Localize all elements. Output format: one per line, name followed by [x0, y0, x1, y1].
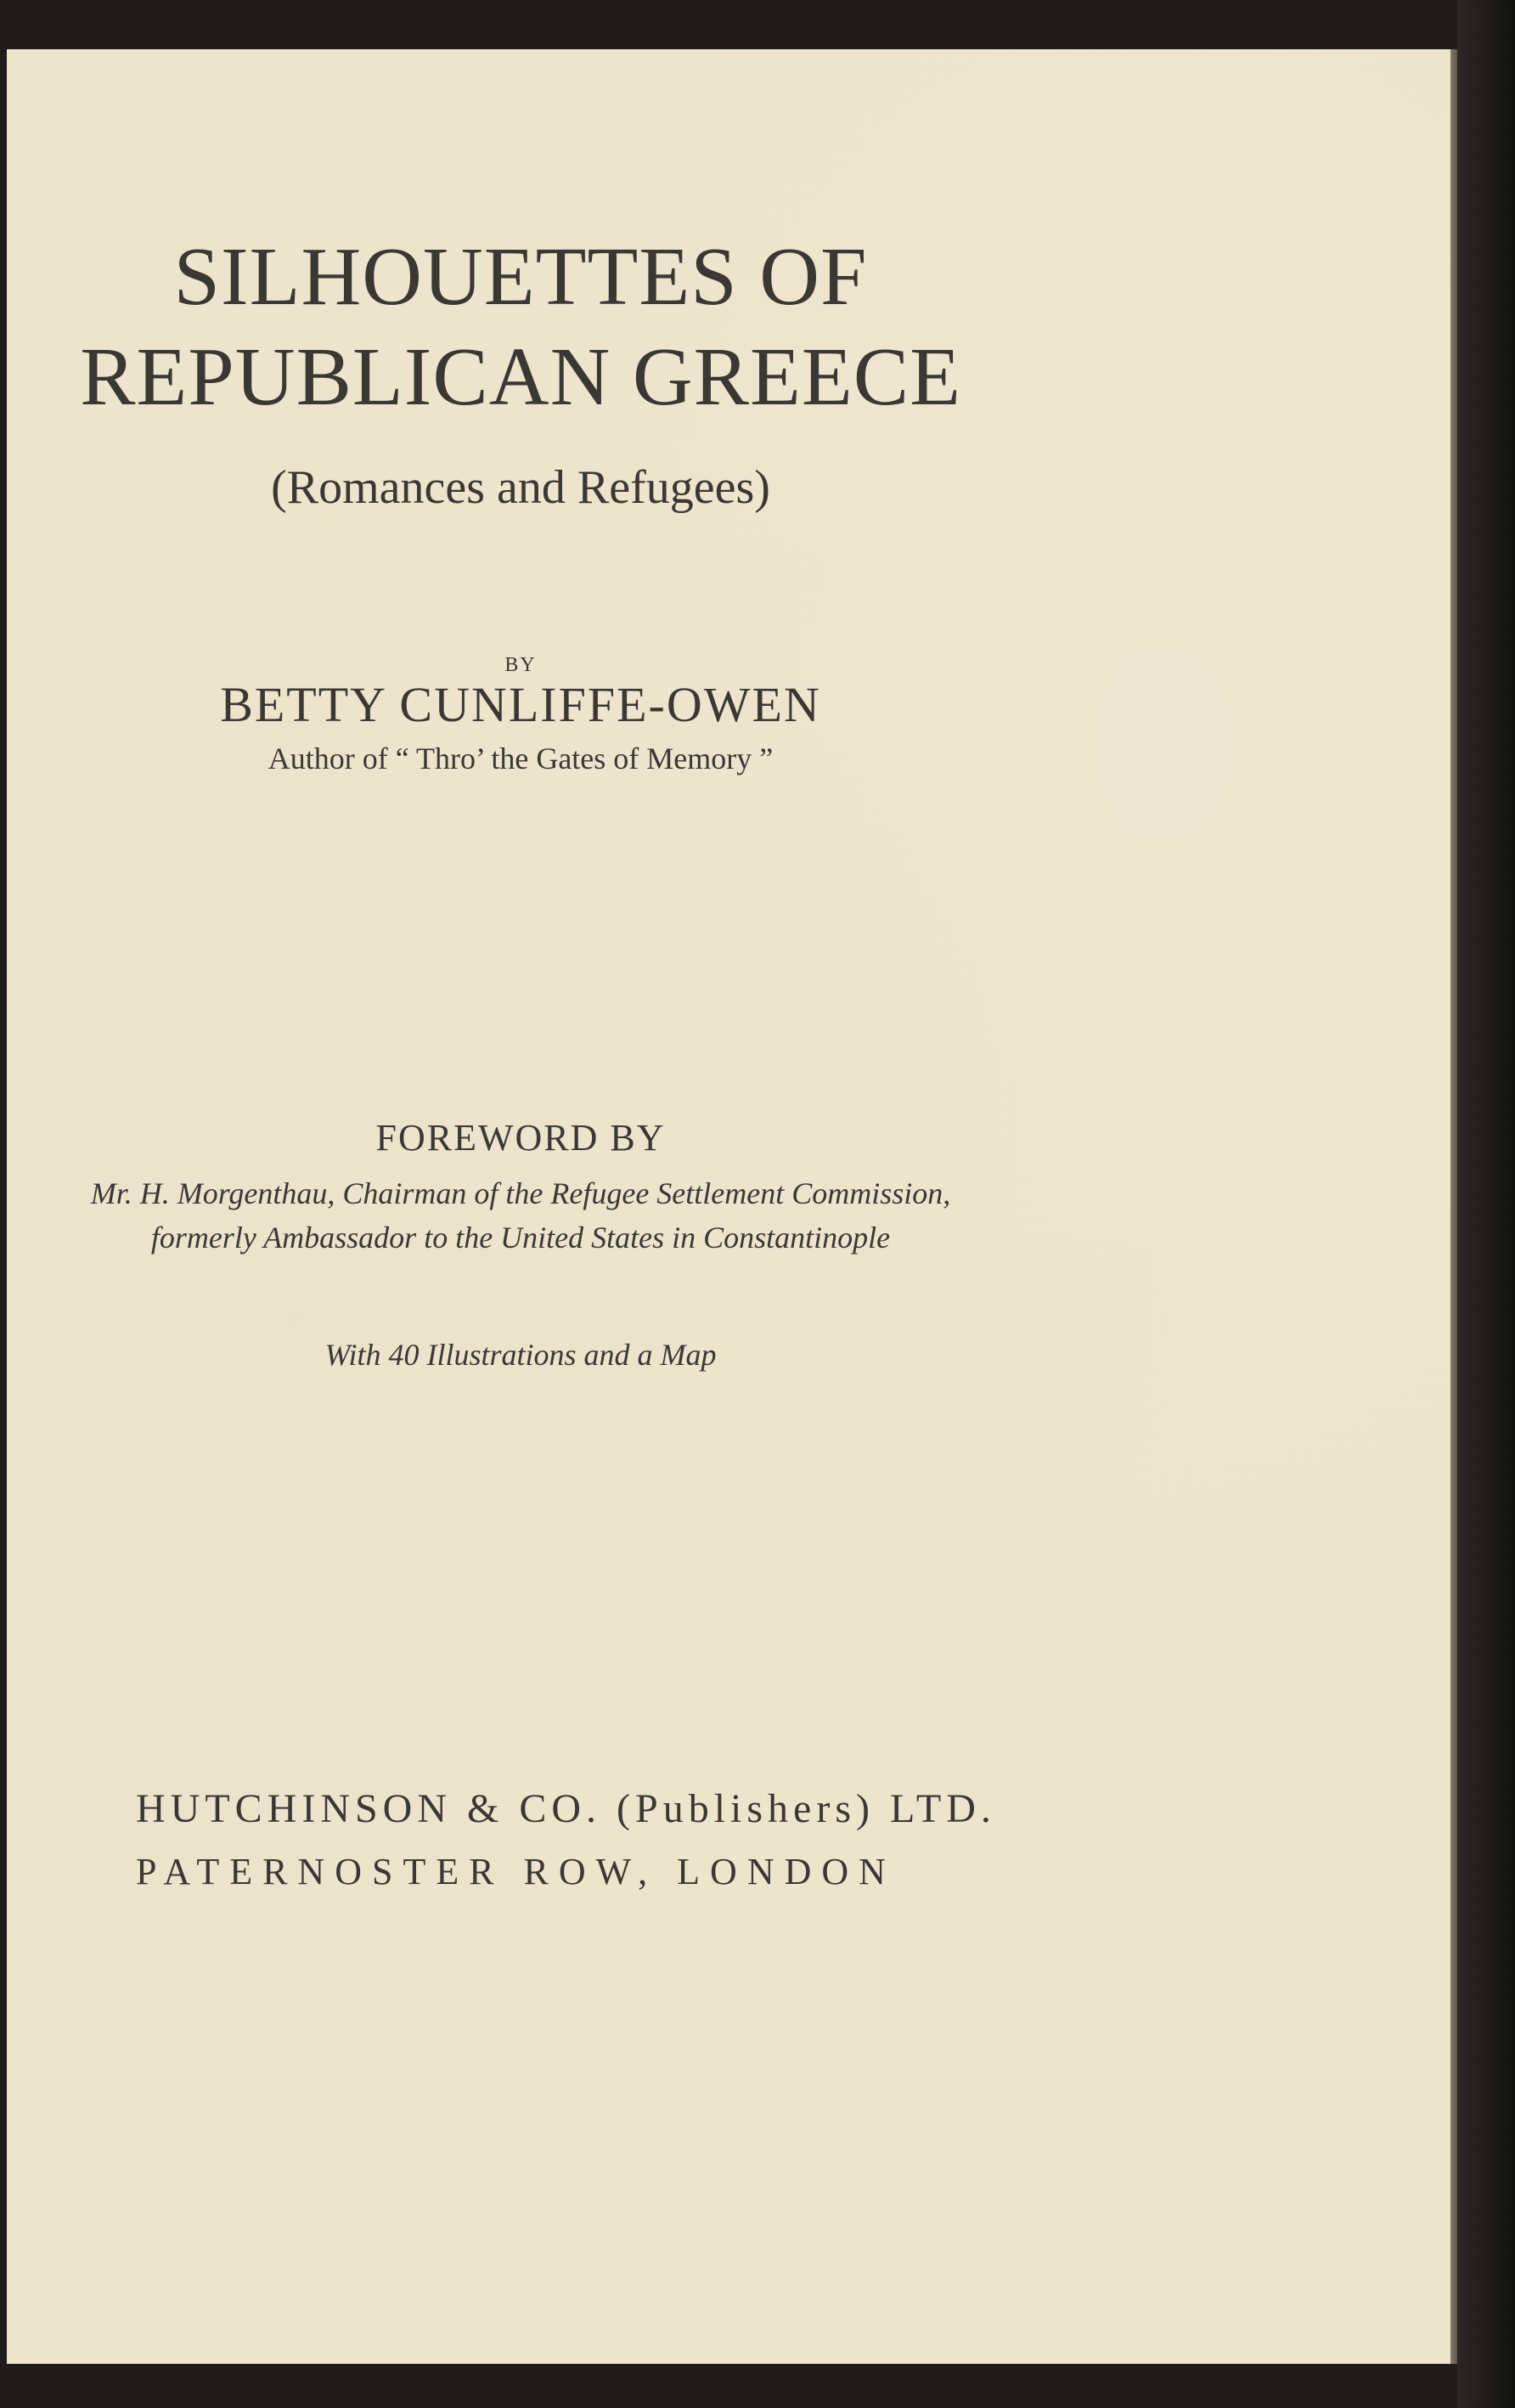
subtitle: (Romances and Refugees): [271, 461, 770, 514]
publisher-line-2: PATERNOSTER ROW, LONDON: [136, 1851, 896, 1892]
publisher-line-1: HUTCHINSON & CO. (Publishers) LTD.: [136, 1786, 996, 1831]
author-note: Author of “ Thro’ the Gates of Memory ”: [268, 742, 774, 775]
foreword-heading: FOREWORD BY: [375, 1117, 666, 1159]
title-line-1: SILHOUETTES OF: [173, 231, 868, 323]
title-line-2: REPUBLICAN GREECE: [80, 331, 961, 423]
title-page: [7, 49, 1450, 2364]
foreword-line-2: formerly Ambassador to the United States in Constantinople: [150, 1221, 891, 1255]
by-label: BY: [504, 654, 537, 676]
foreword-line-1: Mr. H. Morgenthau, Chairman of the Refugee Settlement Commission,: [90, 1176, 951, 1210]
author-name: BETTY CUNLIFFE-OWEN: [220, 677, 821, 732]
book-spine: [1457, 0, 1515, 2408]
illustrations-note: With 40 Illustrations and a Map: [324, 1338, 717, 1372]
